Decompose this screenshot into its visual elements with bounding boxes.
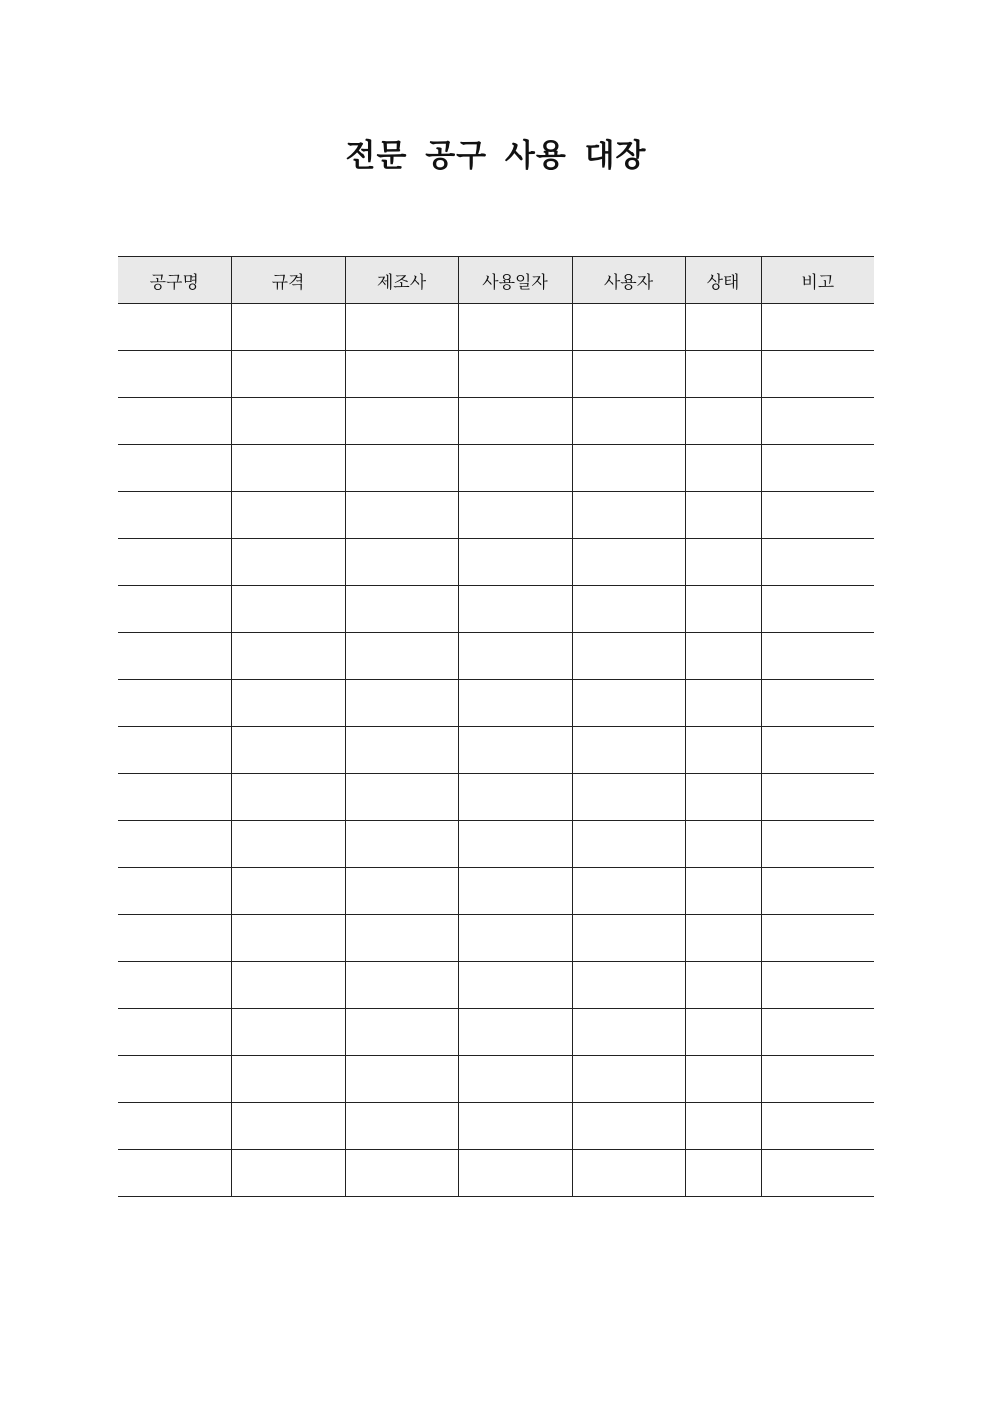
remarks-cell[interactable]: [761, 868, 874, 915]
spec-cell[interactable]: [231, 398, 345, 445]
remarks-cell[interactable]: [761, 821, 874, 868]
column-header-remarks: 비고: [761, 257, 874, 304]
status-cell[interactable]: [685, 586, 761, 633]
user-cell[interactable]: [572, 915, 685, 962]
user-cell[interactable]: [572, 821, 685, 868]
manufacturer-cell[interactable]: [345, 1056, 458, 1103]
manufacturer-cell[interactable]: [345, 1150, 458, 1197]
remarks-cell[interactable]: [761, 915, 874, 962]
usage-date-cell[interactable]: [458, 1009, 572, 1056]
remarks-cell[interactable]: [761, 586, 874, 633]
tool-name-cell[interactable]: [118, 1103, 231, 1150]
tool-name-cell[interactable]: [118, 445, 231, 492]
table-row: [118, 539, 874, 586]
user-cell[interactable]: [572, 586, 685, 633]
tool-name-cell[interactable]: [118, 492, 231, 539]
tool-name-cell[interactable]: [118, 868, 231, 915]
usage-date-cell[interactable]: [458, 398, 572, 445]
manufacturer-cell[interactable]: [345, 633, 458, 680]
spec-cell[interactable]: [231, 915, 345, 962]
status-cell[interactable]: [685, 1103, 761, 1150]
status-cell[interactable]: [685, 774, 761, 821]
tool-name-cell[interactable]: [118, 539, 231, 586]
remarks-cell[interactable]: [761, 398, 874, 445]
tool-name-cell[interactable]: [118, 727, 231, 774]
tool-name-cell[interactable]: [118, 586, 231, 633]
status-cell[interactable]: [685, 492, 761, 539]
column-header-tool-name: 공구명: [118, 257, 231, 304]
spec-cell[interactable]: [231, 586, 345, 633]
column-header-spec: 규격: [231, 257, 345, 304]
spec-cell[interactable]: [231, 351, 345, 398]
table-row: [118, 633, 874, 680]
status-cell[interactable]: [685, 304, 761, 351]
spec-cell[interactable]: [231, 821, 345, 868]
usage-date-cell[interactable]: [458, 774, 572, 821]
status-cell[interactable]: [685, 962, 761, 1009]
table-row: [118, 586, 874, 633]
table-row: [118, 445, 874, 492]
tool-name-cell[interactable]: [118, 915, 231, 962]
tool-name-cell[interactable]: [118, 774, 231, 821]
usage-date-cell[interactable]: [458, 1150, 572, 1197]
manufacturer-cell[interactable]: [345, 915, 458, 962]
manufacturer-cell[interactable]: [345, 821, 458, 868]
spec-cell[interactable]: [231, 445, 345, 492]
spec-cell[interactable]: [231, 868, 345, 915]
status-cell[interactable]: [685, 1056, 761, 1103]
user-cell[interactable]: [572, 774, 685, 821]
table-body: [118, 304, 874, 1197]
remarks-cell[interactable]: [761, 727, 874, 774]
status-cell[interactable]: [685, 821, 761, 868]
tool-name-cell[interactable]: [118, 1150, 231, 1197]
table-row: [118, 962, 874, 1009]
table-row: [118, 1150, 874, 1197]
usage-date-cell[interactable]: [458, 915, 572, 962]
status-cell[interactable]: [685, 1009, 761, 1056]
spec-cell[interactable]: [231, 539, 345, 586]
remarks-cell[interactable]: [761, 304, 874, 351]
spec-cell[interactable]: [231, 727, 345, 774]
table-row: [118, 774, 874, 821]
table-row: [118, 1056, 874, 1103]
usage-date-cell[interactable]: [458, 868, 572, 915]
status-cell[interactable]: [685, 868, 761, 915]
status-cell[interactable]: [685, 1150, 761, 1197]
spec-cell[interactable]: [231, 1150, 345, 1197]
tool-name-cell[interactable]: [118, 680, 231, 727]
column-header-status: 상태: [685, 257, 761, 304]
tool-name-cell[interactable]: [118, 821, 231, 868]
usage-date-cell[interactable]: [458, 821, 572, 868]
manufacturer-cell[interactable]: [345, 586, 458, 633]
remarks-cell[interactable]: [761, 680, 874, 727]
remarks-cell[interactable]: [761, 1103, 874, 1150]
status-cell[interactable]: [685, 915, 761, 962]
remarks-cell[interactable]: [761, 1150, 874, 1197]
usage-date-cell[interactable]: [458, 962, 572, 1009]
user-cell[interactable]: [572, 539, 685, 586]
remarks-cell[interactable]: [761, 774, 874, 821]
status-cell[interactable]: [685, 445, 761, 492]
spec-cell[interactable]: [231, 774, 345, 821]
status-cell[interactable]: [685, 633, 761, 680]
user-cell[interactable]: [572, 680, 685, 727]
remarks-cell[interactable]: [761, 1009, 874, 1056]
column-header-usage-date: 사용일자: [458, 257, 572, 304]
manufacturer-cell[interactable]: [345, 774, 458, 821]
spec-cell[interactable]: [231, 304, 345, 351]
table-row: [118, 1103, 874, 1150]
table-header-row: [118, 257, 874, 304]
status-cell[interactable]: [685, 727, 761, 774]
spec-cell[interactable]: [231, 1103, 345, 1150]
manufacturer-cell[interactable]: [345, 351, 458, 398]
manufacturer-cell[interactable]: [345, 962, 458, 1009]
manufacturer-cell[interactable]: [345, 304, 458, 351]
spec-cell[interactable]: [231, 962, 345, 1009]
user-cell[interactable]: [572, 492, 685, 539]
user-cell[interactable]: [572, 1009, 685, 1056]
remarks-cell[interactable]: [761, 539, 874, 586]
usage-date-cell[interactable]: [458, 727, 572, 774]
manufacturer-cell[interactable]: [345, 1009, 458, 1056]
table-row: [118, 821, 874, 868]
manufacturer-cell[interactable]: [345, 680, 458, 727]
tool-name-cell[interactable]: [118, 351, 231, 398]
manufacturer-cell[interactable]: [345, 868, 458, 915]
spec-cell[interactable]: [231, 1009, 345, 1056]
spec-cell[interactable]: [231, 492, 345, 539]
usage-date-cell[interactable]: [458, 1056, 572, 1103]
usage-date-cell[interactable]: [458, 680, 572, 727]
column-header-manufacturer: 제조사: [345, 257, 458, 304]
tool-name-cell[interactable]: [118, 1056, 231, 1103]
manufacturer-cell[interactable]: [345, 445, 458, 492]
spec-cell[interactable]: [231, 1056, 345, 1103]
usage-date-cell[interactable]: [458, 304, 572, 351]
usage-date-cell[interactable]: [458, 633, 572, 680]
manufacturer-cell[interactable]: [345, 727, 458, 774]
tool-name-cell[interactable]: [118, 962, 231, 1009]
user-cell[interactable]: [572, 1103, 685, 1150]
spec-cell[interactable]: [231, 633, 345, 680]
manufacturer-cell[interactable]: [345, 539, 458, 586]
usage-date-cell[interactable]: [458, 445, 572, 492]
spec-cell[interactable]: [231, 680, 345, 727]
tool-usage-ledger-table: [118, 256, 874, 1197]
remarks-cell[interactable]: [761, 633, 874, 680]
status-cell[interactable]: [685, 680, 761, 727]
manufacturer-cell[interactable]: [345, 398, 458, 445]
user-cell[interactable]: [572, 1056, 685, 1103]
table-row: [118, 915, 874, 962]
usage-date-cell[interactable]: [458, 1103, 572, 1150]
tool-name-cell[interactable]: [118, 633, 231, 680]
remarks-cell[interactable]: [761, 445, 874, 492]
user-cell[interactable]: [572, 398, 685, 445]
tool-name-cell[interactable]: [118, 304, 231, 351]
table-row: [118, 680, 874, 727]
usage-date-cell[interactable]: [458, 492, 572, 539]
user-cell[interactable]: [572, 868, 685, 915]
tool-name-cell[interactable]: [118, 398, 231, 445]
user-cell[interactable]: [572, 445, 685, 492]
user-cell[interactable]: [572, 727, 685, 774]
page-title: 전문 공구 사용 대장: [345, 138, 647, 174]
user-cell[interactable]: [572, 1150, 685, 1197]
user-cell[interactable]: [572, 351, 685, 398]
table-row: [118, 727, 874, 774]
tool-name-cell[interactable]: [118, 1009, 231, 1056]
table-row: [118, 492, 874, 539]
remarks-cell[interactable]: [761, 1056, 874, 1103]
remarks-cell[interactable]: [761, 962, 874, 1009]
column-header-user: 사용자: [572, 257, 685, 304]
usage-date-cell[interactable]: [458, 539, 572, 586]
table-row: [118, 1009, 874, 1056]
remarks-cell[interactable]: [761, 492, 874, 539]
table-row: [118, 304, 874, 351]
user-cell[interactable]: [572, 304, 685, 351]
manufacturer-cell[interactable]: [345, 1103, 458, 1150]
status-cell[interactable]: [685, 351, 761, 398]
status-cell[interactable]: [685, 398, 761, 445]
status-cell[interactable]: [685, 539, 761, 586]
manufacturer-cell[interactable]: [345, 492, 458, 539]
table-row: [118, 868, 874, 915]
user-cell[interactable]: [572, 633, 685, 680]
usage-date-cell[interactable]: [458, 351, 572, 398]
table-row: [118, 398, 874, 445]
table-row: [118, 351, 874, 398]
usage-date-cell[interactable]: [458, 586, 572, 633]
user-cell[interactable]: [572, 962, 685, 1009]
remarks-cell[interactable]: [761, 351, 874, 398]
